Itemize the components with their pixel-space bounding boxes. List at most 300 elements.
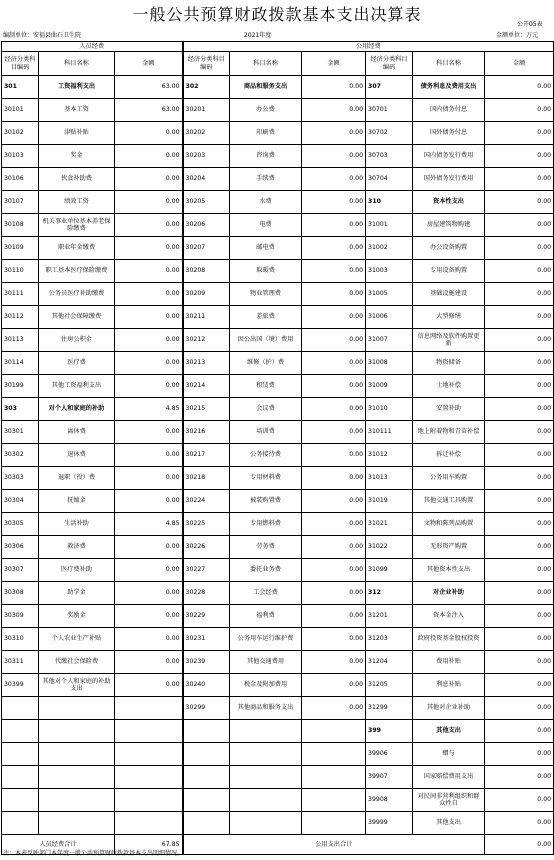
personnel-total-value: 67.85 (115, 835, 183, 855)
cell-amount: 0.00 (485, 559, 554, 582)
cell-amount: 0.00 (485, 582, 554, 605)
cell-name: 土地补偿 (413, 375, 485, 398)
table-row (2, 605, 554, 628)
cell-code: 30229 (183, 605, 230, 628)
cell-name: 其他对个人和家庭的补助支出 (39, 674, 115, 697)
cell-amount: 0.00 (485, 697, 554, 720)
cell-code: 31205 (366, 674, 413, 697)
cell-name: 国外债务付息 (413, 122, 485, 145)
cell-name: 职工基本医疗保险缴费 (39, 260, 115, 283)
cell-amount: 0.00 (302, 467, 366, 490)
cell-amount: 0.00 (115, 651, 183, 674)
cell-code: 31019 (366, 490, 413, 513)
cell-name: 退职（役）费 (39, 467, 115, 490)
cell-name: 大型修缮 (413, 306, 485, 329)
cell-code: 399 (366, 720, 413, 743)
cell-code: 31001 (366, 214, 413, 237)
cell-code: 31012 (366, 444, 413, 467)
cell-name: 个人农业生产补贴 (39, 628, 115, 651)
cell-name: 利息补贴 (413, 674, 485, 697)
cell-name: 医疗费 (39, 352, 115, 375)
cell-code: 30304 (2, 490, 39, 513)
cell-code: 30303 (2, 467, 39, 490)
cell-amount: 0.00 (485, 720, 554, 743)
table-row (2, 582, 554, 605)
cell-name: 专用材料费 (230, 467, 302, 490)
cell-name: 公务用车运行维护费 (230, 628, 302, 651)
cell-code: 312 (366, 582, 413, 605)
cell-code: 302 (183, 76, 230, 99)
cell-amount: 0.00 (115, 329, 183, 352)
cell-code: 30110 (2, 260, 39, 283)
cell-name (230, 720, 302, 743)
col-header-name: 科目名称 (230, 52, 302, 76)
cell-code: 30208 (183, 260, 230, 283)
table-row (2, 467, 554, 490)
cell-amount: 0.00 (115, 283, 183, 306)
cell-name: 工会经费 (230, 582, 302, 605)
cell-amount: 0.00 (302, 398, 366, 421)
cell-name: 退休费 (39, 444, 115, 467)
cell-amount: 0.00 (485, 329, 554, 352)
cell-code: 30239 (183, 651, 230, 674)
cell-amount: 0.00 (485, 375, 554, 398)
cell-code: 30228 (183, 582, 230, 605)
cell-name: 会议费 (230, 398, 302, 421)
cell-amount: 0.00 (115, 306, 183, 329)
cell-amount (115, 743, 183, 766)
cell-code: 31010 (366, 398, 413, 421)
cell-amount: 0.00 (302, 214, 366, 237)
table-row (2, 421, 554, 444)
table-row (2, 789, 554, 812)
cell-name: 安置补助 (413, 398, 485, 421)
cell-amount: 0.00 (302, 168, 366, 191)
cell-amount: 0.00 (302, 145, 366, 168)
table-row (2, 329, 554, 352)
cell-code: 303 (2, 398, 39, 421)
cell-name: 国内债务发行费用 (413, 145, 485, 168)
cell-name: 因公出国（境）费用 (230, 329, 302, 352)
cell-code: 30111 (2, 283, 39, 306)
cell-amount: 0.00 (115, 674, 183, 697)
cell-name: 工资福利支出 (39, 76, 115, 99)
cell-amount: 0.00 (485, 398, 554, 421)
cell-amount: 0.00 (302, 375, 366, 398)
cell-amount: 0.00 (485, 743, 554, 766)
cell-code: 30308 (2, 582, 39, 605)
cell-code: 31007 (366, 329, 413, 352)
cell-code: 30199 (2, 375, 39, 398)
cell-name (39, 812, 115, 835)
table-row (2, 559, 554, 582)
cell-amount: 0.00 (302, 513, 366, 536)
cell-code: 31021 (366, 513, 413, 536)
cell-code: 31022 (366, 536, 413, 559)
cell-amount: 0.00 (485, 421, 554, 444)
cell-amount (115, 720, 183, 743)
col-header-amount: 金额 (302, 52, 366, 76)
cell-amount: 0.00 (302, 536, 366, 559)
cell-name: 文物和陈列品购置 (413, 513, 485, 536)
cell-name: 公务接待费 (230, 444, 302, 467)
table-row (2, 214, 554, 237)
cell-name: 奖励金 (39, 605, 115, 628)
cell-code: 30701 (366, 99, 413, 122)
cell-name: 对民间非营利组织和群众性自 (413, 789, 485, 812)
cell-code: 31204 (366, 651, 413, 674)
cell-amount: 0.00 (485, 812, 554, 835)
cell-name: 其他对企业补助 (413, 697, 485, 720)
cell-code (183, 743, 230, 766)
cell-amount: 0.00 (302, 191, 366, 214)
cell-name: 专用设备购置 (413, 260, 485, 283)
cell-name: 助学金 (39, 582, 115, 605)
table-row (2, 237, 554, 260)
cell-code (2, 766, 39, 789)
cell-name: 资本性支出 (413, 191, 485, 214)
cell-amount: 0.00 (302, 306, 366, 329)
cell-code: 30102 (2, 122, 39, 145)
cell-amount: 0.00 (115, 421, 183, 444)
table-row (2, 122, 554, 145)
cell-name: 代缴社会保险费 (39, 651, 115, 674)
cell-name: 电费 (230, 214, 302, 237)
cell-amount: 0.00 (302, 444, 366, 467)
cell-amount: 0.00 (485, 306, 554, 329)
cell-name: 其他工资福利支出 (39, 375, 115, 398)
cell-code: 30209 (183, 283, 230, 306)
cell-code: 30305 (2, 513, 39, 536)
cell-code: 30215 (183, 398, 230, 421)
col-header-amount: 金额 (485, 52, 554, 76)
compiling-unit: 编制单位：安福县曲石卫生院 (3, 32, 82, 39)
cell-amount: 0.00 (115, 191, 183, 214)
cell-code (183, 766, 230, 789)
cell-amount: 0.00 (485, 191, 554, 214)
cell-name: 维修（护）费 (230, 352, 302, 375)
table-row (2, 260, 554, 283)
table-row (2, 283, 554, 306)
cell-code: 39907 (366, 766, 413, 789)
cell-code (183, 789, 230, 812)
cell-amount: 0.00 (485, 605, 554, 628)
cell-code: 30206 (183, 214, 230, 237)
cell-name: 税金及附加费用 (230, 674, 302, 697)
col-header-code: 经济分类科目编码 (183, 52, 230, 76)
cell-code (2, 697, 39, 720)
cell-amount: 0.00 (485, 789, 554, 812)
cell-code: 30113 (2, 329, 39, 352)
cell-amount: 0.00 (302, 582, 366, 605)
cell-name: 政府投资基金股权投资 (413, 628, 485, 651)
cell-code: 30231 (183, 628, 230, 651)
cell-name: 费用补贴 (413, 651, 485, 674)
table-row (2, 490, 554, 513)
cell-amount (302, 766, 366, 789)
cell-name (39, 720, 115, 743)
cell-name: 津贴补贴 (39, 122, 115, 145)
cell-name: 住房公积金 (39, 329, 115, 352)
public-total-value: 0.00 (485, 835, 554, 855)
cell-code: 30399 (2, 674, 39, 697)
cell-name: 手续费 (230, 168, 302, 191)
cell-amount: 0.00 (485, 651, 554, 674)
cell-amount: 0.00 (485, 490, 554, 513)
cell-name: 地上附着物和青苗补偿 (413, 421, 485, 444)
cell-code: 30301 (2, 421, 39, 444)
cell-name: 物资储备 (413, 352, 485, 375)
cell-name: 被装购置费 (230, 490, 302, 513)
table-row (2, 743, 554, 766)
cell-name: 基础设施建设 (413, 283, 485, 306)
cell-amount: 0.00 (485, 536, 554, 559)
cell-name (39, 697, 115, 720)
cell-name: 物业管理费 (230, 283, 302, 306)
cell-code: 39999 (366, 812, 413, 835)
cell-code: 30227 (183, 559, 230, 582)
cell-code: 30108 (2, 214, 39, 237)
cell-name: 对企业补助 (413, 582, 485, 605)
cell-code: 30702 (366, 122, 413, 145)
table-row (2, 398, 554, 421)
cell-code: 30310 (2, 628, 39, 651)
table-row (2, 375, 554, 398)
cell-name: 伙食补助费 (39, 168, 115, 191)
cell-name: 离休费 (39, 421, 115, 444)
cell-code: 30204 (183, 168, 230, 191)
cell-code: 30311 (2, 651, 39, 674)
cell-name (230, 789, 302, 812)
cell-name: 邮电费 (230, 237, 302, 260)
cell-name: 基本工资 (39, 99, 115, 122)
cell-name: 职业年金缴费 (39, 237, 115, 260)
cell-amount: 0.00 (302, 237, 366, 260)
cell-code: 31006 (366, 306, 413, 329)
cell-name: 公务员医疗补助缴费 (39, 283, 115, 306)
col-header-code: 经济分类科目编码 (366, 52, 413, 76)
cell-amount: 0.00 (115, 122, 183, 145)
cell-code: 310 (366, 191, 413, 214)
cell-amount: 0.00 (485, 283, 554, 306)
cell-code: 307 (366, 76, 413, 99)
cell-amount (302, 812, 366, 835)
cell-amount: 0.00 (485, 766, 554, 789)
public-total-label: 公用支出合计 (183, 835, 485, 855)
cell-code: 30307 (2, 559, 39, 582)
cell-amount: 0.00 (302, 651, 366, 674)
cell-amount (115, 766, 183, 789)
table-row (2, 145, 554, 168)
table-row (2, 766, 554, 789)
table-row (2, 99, 554, 122)
cell-code (2, 743, 39, 766)
cell-name (39, 789, 115, 812)
table-row (2, 306, 554, 329)
cell-code: 30224 (183, 490, 230, 513)
cell-code: 31002 (366, 237, 413, 260)
cell-code: 30207 (183, 237, 230, 260)
cell-amount (302, 743, 366, 766)
cell-amount: 0.00 (302, 122, 366, 145)
cell-amount: 0.00 (302, 421, 366, 444)
personnel-total-label: 人员经费合计 (2, 835, 115, 855)
cell-name (230, 743, 302, 766)
cell-name: 其他支出 (413, 720, 485, 743)
cell-amount: 0.00 (485, 145, 554, 168)
cell-amount: 0.00 (485, 674, 554, 697)
cell-code: 30299 (183, 697, 230, 720)
cell-name: 其他社会保障缴费 (39, 306, 115, 329)
cell-amount: 0.00 (115, 444, 183, 467)
cell-amount: 63.00 (115, 76, 183, 99)
cell-code: 30109 (2, 237, 39, 260)
cell-name (39, 743, 115, 766)
cell-name: 救济费 (39, 536, 115, 559)
cell-code: 30211 (183, 306, 230, 329)
table-row (2, 812, 554, 835)
cell-name (230, 766, 302, 789)
cell-code: 301 (2, 76, 39, 99)
table-row (2, 444, 554, 467)
cell-name: 委托业务费 (230, 559, 302, 582)
cell-amount: 0.00 (302, 628, 366, 651)
cell-code: 31008 (366, 352, 413, 375)
cell-name: 劳务费 (230, 536, 302, 559)
cell-code: 31099 (366, 559, 413, 582)
cell-name: 其他交通工具购置 (413, 490, 485, 513)
cell-amount: 0.00 (485, 214, 554, 237)
cell-amount (302, 720, 366, 743)
col-header-code: 经济分类科目编码 (2, 52, 39, 76)
cell-name: 房屋建筑物购建 (413, 214, 485, 237)
cell-amount: 0.00 (485, 513, 554, 536)
cell-name: 其他资本性支出 (413, 559, 485, 582)
cell-code: 39906 (366, 743, 413, 766)
cell-name: 债务利息及费用支出 (413, 76, 485, 99)
cell-amount: 0.00 (115, 168, 183, 191)
cell-name: 绩效工资 (39, 191, 115, 214)
cell-name: 水费 (230, 191, 302, 214)
col-header-name: 科目名称 (39, 52, 115, 76)
table-row (2, 76, 554, 99)
cell-name: 奖金 (39, 145, 115, 168)
cell-amount: 0.00 (302, 352, 366, 375)
cell-amount: 0.00 (302, 674, 366, 697)
cell-name: 资本金注入 (413, 605, 485, 628)
cell-code: 30302 (2, 444, 39, 467)
footnote: 注：本表反映部门本年度一般公共预算财政拨款基本支出明细情况。 (3, 850, 184, 857)
cell-name: 其他商品和服务支出 (230, 697, 302, 720)
cell-amount (115, 697, 183, 720)
cell-code: 39908 (366, 789, 413, 812)
cell-name: 公务用车购置 (413, 467, 485, 490)
cell-code (2, 812, 39, 835)
cell-code: 30103 (2, 145, 39, 168)
cell-name: 抚恤金 (39, 490, 115, 513)
cell-amount: 0.00 (302, 76, 366, 99)
cell-amount: 0.00 (485, 260, 554, 283)
cell-amount: 0.00 (485, 467, 554, 490)
cell-amount: 4.85 (115, 513, 183, 536)
cell-amount: 0.00 (485, 237, 554, 260)
cell-amount: 0.00 (115, 145, 183, 168)
cell-code: 30217 (183, 444, 230, 467)
cell-amount (115, 789, 183, 812)
cell-amount: 0.00 (115, 559, 183, 582)
cell-amount: 0.00 (115, 237, 183, 260)
cell-amount: 0.00 (485, 352, 554, 375)
cell-name: 其他交通费用 (230, 651, 302, 674)
cell-code: 31201 (366, 605, 413, 628)
cell-name: 办公费 (230, 99, 302, 122)
col-header-amount: 金额 (115, 52, 183, 76)
cell-amount: 0.00 (302, 559, 366, 582)
cell-code: 30704 (366, 168, 413, 191)
cell-amount: 0.00 (485, 122, 554, 145)
section-header-row (2, 42, 554, 52)
cell-code: 30214 (183, 375, 230, 398)
cell-amount: 0.00 (115, 582, 183, 605)
cell-code: 30107 (2, 191, 39, 214)
cell-code: 30309 (2, 605, 39, 628)
table-row (2, 191, 554, 214)
cell-amount (115, 812, 183, 835)
cell-code (183, 812, 230, 835)
cell-name: 国家赔偿费用支出 (413, 766, 485, 789)
cell-amount: 0.00 (115, 536, 183, 559)
table-row (2, 536, 554, 559)
form-code: 公开05表 (517, 21, 543, 28)
cell-name: 福利费 (230, 605, 302, 628)
cell-code: 30225 (183, 513, 230, 536)
cell-amount: 0.00 (115, 605, 183, 628)
cell-amount: 0.00 (485, 628, 554, 651)
table-row (2, 697, 554, 720)
cell-code: 30226 (183, 536, 230, 559)
cell-amount: 0.00 (302, 605, 366, 628)
cell-amount: 63.00 (115, 99, 183, 122)
cell-code: 30216 (183, 421, 230, 444)
public-section-header: 公用经费 (183, 42, 554, 52)
cell-code: 30112 (2, 306, 39, 329)
cell-name: 租赁费 (230, 375, 302, 398)
fiscal-year: 2021年度 (244, 32, 272, 39)
cell-amount: 0.00 (302, 329, 366, 352)
cell-amount: 0.00 (485, 168, 554, 191)
cell-name: 国外债务发行费用 (413, 168, 485, 191)
cell-amount: 0.00 (115, 628, 183, 651)
cell-name: 培训费 (230, 421, 302, 444)
table-row (2, 513, 554, 536)
cell-amount (302, 789, 366, 812)
cell-amount: 0.00 (115, 260, 183, 283)
cell-code: 31003 (366, 260, 413, 283)
cell-code: 30201 (183, 99, 230, 122)
money-unit: 金额单位：万元 (496, 32, 539, 39)
cell-amount: 0.00 (115, 375, 183, 398)
cell-amount: 0.00 (302, 697, 366, 720)
cell-name: 赠与 (413, 743, 485, 766)
cell-name: 机关事业单位基本养老保险缴费 (39, 214, 115, 237)
cell-name: 咨询费 (230, 145, 302, 168)
cell-name: 专用燃料费 (230, 513, 302, 536)
table-row (2, 168, 554, 191)
cell-code: 31005 (366, 283, 413, 306)
table-row (2, 352, 554, 375)
cell-name (39, 766, 115, 789)
cell-name (230, 812, 302, 835)
